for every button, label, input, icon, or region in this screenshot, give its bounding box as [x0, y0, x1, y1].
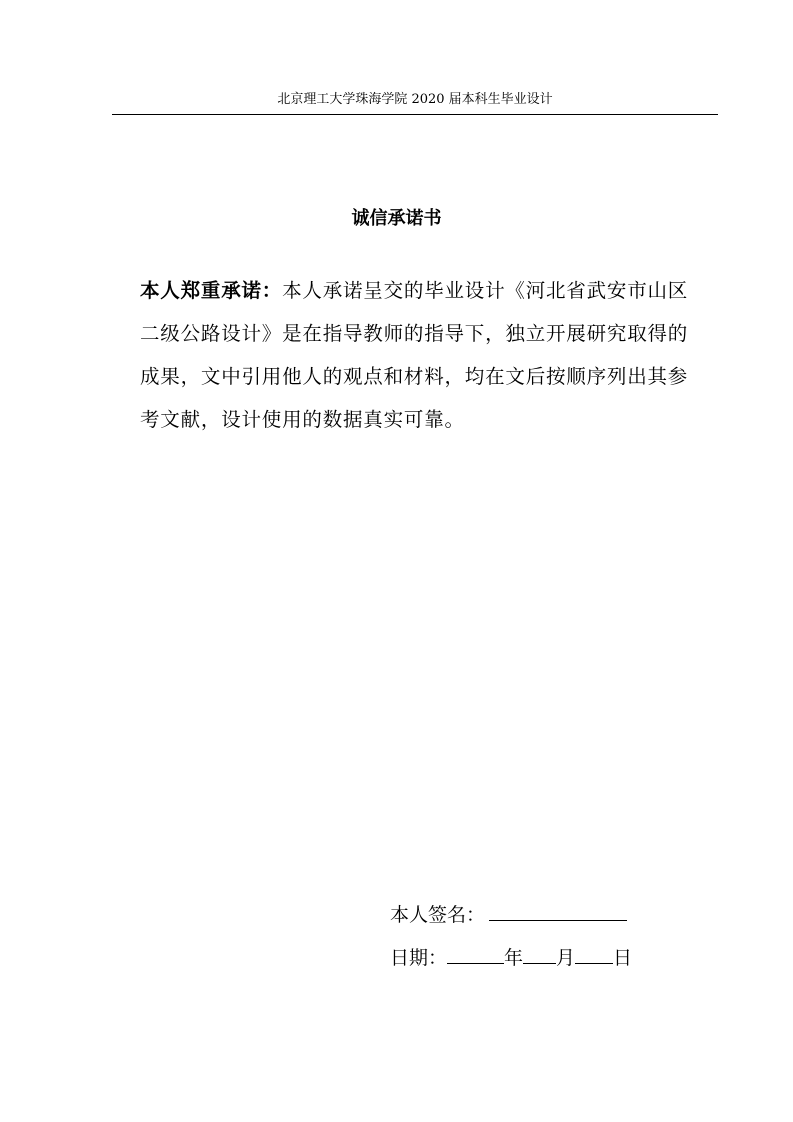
day-blank: [575, 937, 613, 964]
date-label: 日期：: [390, 947, 448, 969]
year-blank: [447, 937, 504, 964]
statement-paragraph: [140, 269, 695, 441]
day-label: 日: [613, 947, 633, 969]
month-label: 月: [556, 947, 576, 969]
year-label: 年: [504, 947, 524, 969]
signature-label: 本人签名：: [390, 904, 486, 926]
date-row: [390, 937, 710, 980]
month-blank: [523, 937, 556, 964]
header-text: 北京理工大学珠海学院 2020 届本科生毕业设计: [277, 92, 553, 107]
statement-lead: 本人郑重承诺：: [140, 279, 283, 302]
page-header: [112, 90, 718, 115]
document-title: 诚信承诺书: [351, 208, 442, 229]
signature-row: [390, 894, 710, 937]
signature-block: [390, 894, 710, 980]
signature-blank: [489, 894, 627, 921]
statement-text: 本人承诺呈交的毕业设计《河北省武安市山区二级公路设计》是在指导教师的指导下，独立开展研究取得的成果，文中引用他人的观点和材料，均在文后按顺序列出其参考文献，设计使用的数据真实可靠。: [140, 279, 689, 431]
